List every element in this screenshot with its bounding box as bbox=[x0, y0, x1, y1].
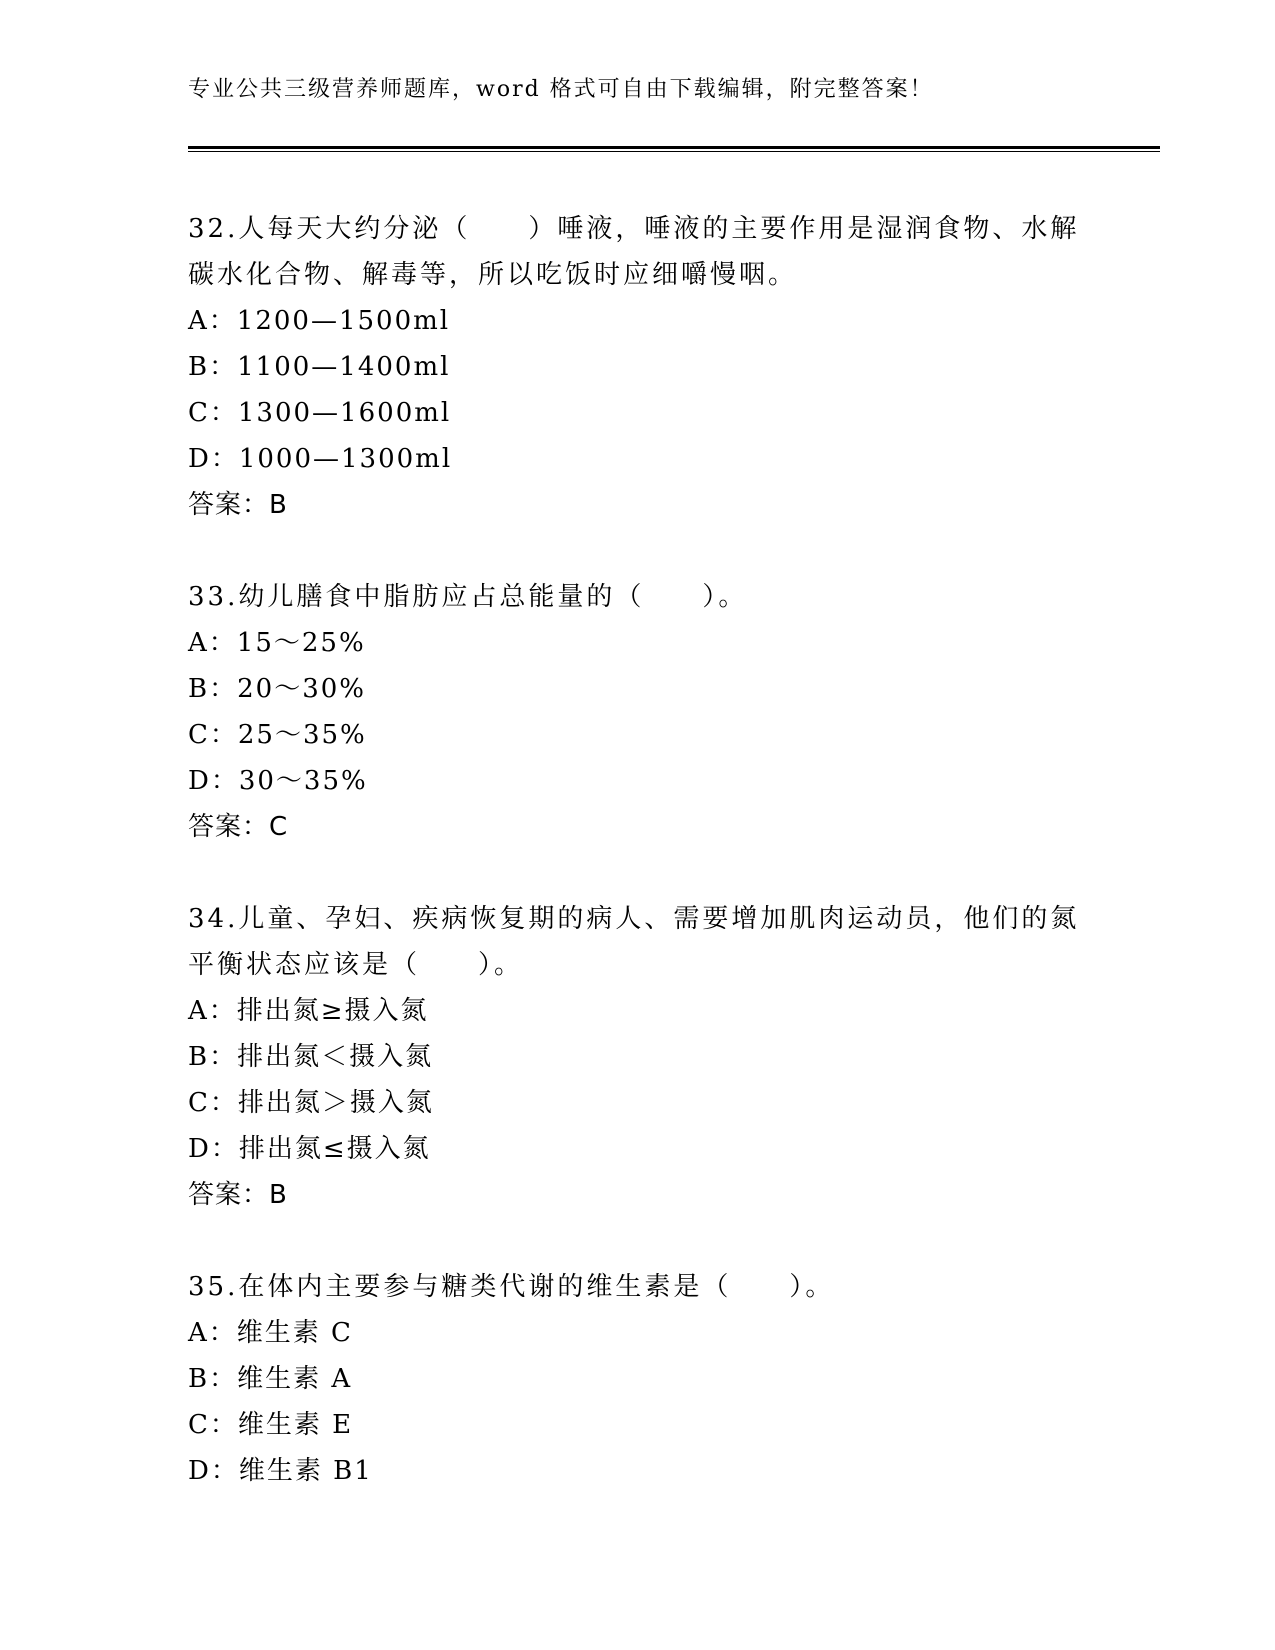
question-stem: 35.在体内主要参与糖类代谢的维生素是（ ）。 bbox=[188, 1272, 835, 1302]
option-c: C：维生素 E bbox=[188, 1410, 354, 1440]
option-d: D：维生素 B1 bbox=[188, 1456, 373, 1486]
header-rule-thin bbox=[188, 151, 1160, 152]
question-35 bbox=[188, 1264, 1088, 1494]
question-list bbox=[188, 206, 1088, 1540]
option-d: D：30～35% bbox=[188, 766, 368, 796]
option-b: B：维生素 A bbox=[188, 1364, 353, 1394]
question-stem: 34.儿童、孕妇、疾病恢复期的病人、需要增加肌肉运动员，他们的氮平衡状态应该是（ ）。 bbox=[188, 904, 1080, 980]
answer-line: 答案：B bbox=[188, 1180, 288, 1210]
answer-line: 答案：C bbox=[188, 812, 289, 842]
option-b: B：排出氮＜摄入氮 bbox=[188, 1042, 434, 1072]
option-a: A：1200—1500ml bbox=[188, 306, 451, 336]
option-c: C：25～35% bbox=[188, 720, 367, 750]
option-c: C：1300—1600ml bbox=[188, 398, 452, 428]
option-b: B：1100—1400ml bbox=[188, 352, 451, 382]
option-c: C：排出氮＞摄入氮 bbox=[188, 1088, 434, 1118]
option-d: D：排出氮≤摄入氮 bbox=[188, 1134, 431, 1164]
page-header: 专业公共三级营养师题库，word 格式可自由下载编辑，附完整答案！ bbox=[188, 77, 934, 102]
question-33 bbox=[188, 574, 1088, 850]
question-34 bbox=[188, 896, 1088, 1218]
option-d: D：1000—1300ml bbox=[188, 444, 453, 474]
option-a: A：维生素 C bbox=[188, 1318, 353, 1348]
question-stem: 32.人每天大约分泌（ ）唾液，唾液的主要作用是湿润食物、水解碳水化合物、解毒等，所以吃饭时应细嚼慢咽。 bbox=[188, 214, 1080, 290]
question-32 bbox=[188, 206, 1088, 528]
option-b: B：20～30% bbox=[188, 674, 366, 704]
answer-line: 答案：B bbox=[188, 490, 288, 520]
option-a: A：排出氮≥摄入氮 bbox=[188, 996, 429, 1026]
question-stem: 33.幼儿膳食中脂肪应占总能量的（ ）。 bbox=[188, 582, 748, 612]
header-rule-thick bbox=[188, 146, 1160, 149]
option-a: A：15～25% bbox=[188, 628, 366, 658]
